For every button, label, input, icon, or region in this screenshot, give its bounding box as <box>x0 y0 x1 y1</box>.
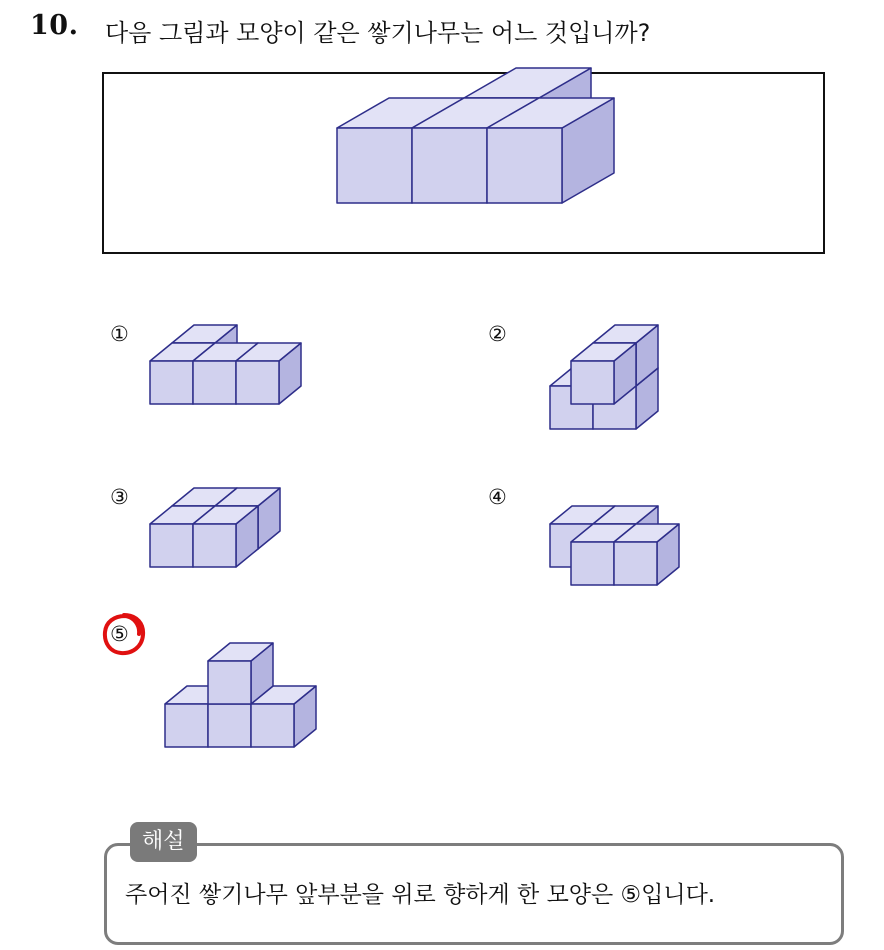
explanation-text: 주어진 쌓기나무 앞부분을 위로 향하게 한 모양은 ⑤입니다. <box>125 882 716 908</box>
option-3-figure[interactable] <box>148 486 282 569</box>
option-3-label[interactable]: ③ <box>110 485 129 509</box>
option-5-figure[interactable] <box>163 641 318 749</box>
option-4-figure[interactable] <box>548 504 681 587</box>
option-4-label[interactable]: ④ <box>488 485 507 509</box>
cube <box>571 343 636 404</box>
option-2-figure[interactable] <box>548 323 660 431</box>
cube <box>208 643 273 704</box>
reference-figure <box>335 66 616 205</box>
question-text: 다음 그림과 모양이 같은 쌓기나무는 어느 것입니까? <box>105 19 651 47</box>
option-1-label[interactable]: ① <box>110 322 129 346</box>
option-2-label[interactable]: ② <box>488 322 507 346</box>
cube <box>193 506 258 567</box>
question-number: 10. <box>30 10 79 41</box>
explanation-tag: 해설 <box>130 822 197 862</box>
cube <box>614 524 679 585</box>
cube <box>236 343 301 404</box>
option-1-figure[interactable] <box>148 323 303 406</box>
option-5-label[interactable]: ⑤ <box>110 622 129 646</box>
